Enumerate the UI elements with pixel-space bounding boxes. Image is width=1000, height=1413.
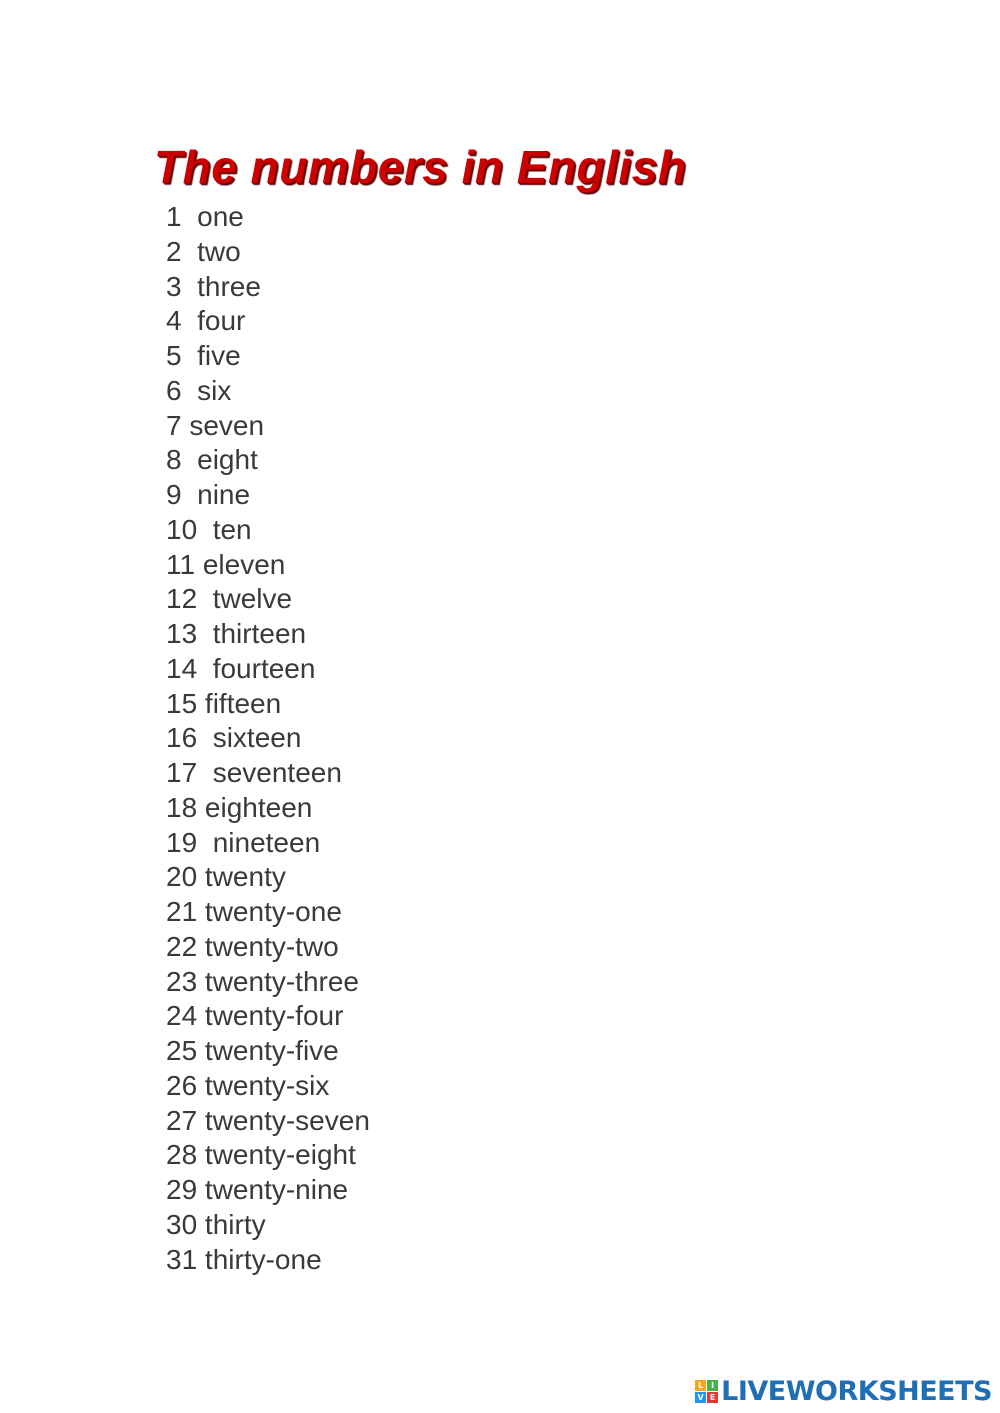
list-item: 8 eight <box>166 444 258 476</box>
list-item: 21 twenty-one <box>166 896 342 927</box>
logo-mark-icon <box>695 1380 718 1403</box>
list-item: 31 thirty-one <box>166 1243 322 1275</box>
page-title: The numbers in English <box>154 141 687 193</box>
list-item: 2 two <box>166 235 241 267</box>
list-item: 26 twenty-six <box>166 1069 330 1101</box>
list-item: 20 twenty <box>166 861 286 893</box>
list-item: 19 nineteen <box>166 826 321 858</box>
list-item: 16 sixteen <box>166 722 302 754</box>
number-list <box>166 200 370 1277</box>
list-item: 1 one <box>166 201 244 232</box>
logo-text: LIVEWORKSHEETS <box>721 1376 992 1407</box>
logo-mark-letter: V <box>695 1392 706 1403</box>
list-item: 29 twenty-nine <box>166 1174 349 1205</box>
list-item: 30 thirty <box>166 1208 266 1240</box>
list-item: 18 eighteen <box>166 791 313 823</box>
list-item: 10 ten <box>166 513 252 545</box>
list-item: 24 twenty-four <box>166 1000 344 1032</box>
list-item: 14 fourteen <box>166 652 316 684</box>
list-item: 3 three <box>166 270 261 302</box>
list-item: 9 nine <box>166 479 251 510</box>
logo-mark-letter: E <box>707 1392 718 1403</box>
list-item: 28 twenty-eight <box>166 1139 356 1171</box>
logo-mark-letter: L <box>695 1380 706 1391</box>
list-item: 12 twelve <box>166 583 293 615</box>
list-item: 6 six <box>166 374 232 406</box>
list-item: 15 fifteen <box>166 687 282 719</box>
liveworksheets-logo[interactable] <box>695 1376 992 1407</box>
list-item: 4 four <box>166 305 246 337</box>
list-item: 22 twenty-two <box>166 930 339 962</box>
list-item: 17 seventeen <box>166 757 342 788</box>
list-item: 27 twenty-seven <box>166 1104 370 1136</box>
list-item: 11 eleven <box>166 548 286 580</box>
list-item: 13 thirteen <box>166 618 307 649</box>
list-item: 7 seven <box>166 409 265 441</box>
logo-mark-letter: I <box>707 1380 718 1391</box>
list-item: 5 five <box>166 340 241 371</box>
list-item: 23 twenty-three <box>166 965 359 997</box>
list-item: 25 twenty-five <box>166 1035 339 1066</box>
